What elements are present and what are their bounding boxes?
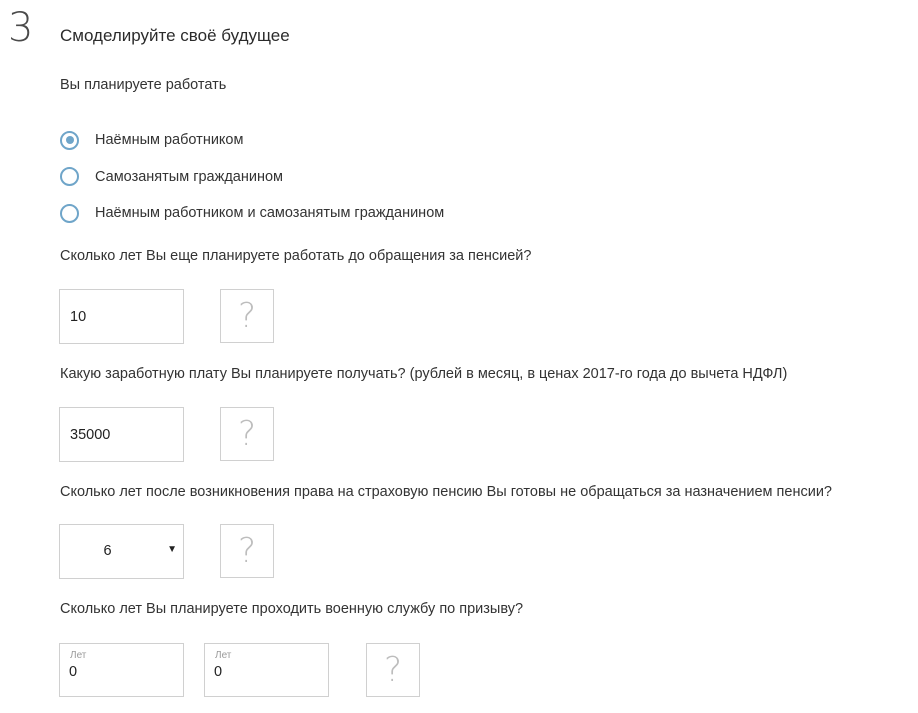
- field-label: Лет: [215, 650, 232, 661]
- radio-unchecked-icon[interactable]: [60, 204, 79, 223]
- years-to-pension-help-button[interactable]: [220, 289, 274, 343]
- deferral-select[interactable]: [59, 524, 184, 579]
- salary-input[interactable]: [59, 407, 184, 462]
- military-years-field-2[interactable]: [204, 643, 329, 697]
- question-mark-icon: ?: [237, 531, 257, 571]
- years-to-pension-input[interactable]: [59, 289, 184, 344]
- radio-label-both: Наёмным работником и самозанятым гражданином: [95, 205, 445, 222]
- deferral-question: Сколько лет после возникновения права на страховую пенсию Вы готовы не обращаться за назначением пенсии?: [60, 484, 832, 500]
- years-to-pension-question: Сколько лет Вы еще планируете работать до обращения за пенсией?: [60, 248, 532, 264]
- step-title: Смоделируйте своё будущее: [60, 26, 290, 45]
- deferral-select-value: 6: [103, 543, 112, 559]
- work-type-question: Вы планируете работать: [60, 77, 227, 93]
- military-question: Сколько лет Вы планируете проходить военную службу по призыву?: [60, 601, 524, 617]
- radio-self-employed[interactable]: [60, 159, 444, 196]
- radio-checked-icon[interactable]: [60, 131, 79, 150]
- question-mark-icon: ?: [383, 650, 403, 690]
- military-years-input-1[interactable]: [69, 664, 169, 680]
- radio-label-self-employed: Самозанятым гражданином: [95, 168, 283, 185]
- question-mark-icon: ?: [237, 296, 257, 336]
- radio-unchecked-icon[interactable]: [60, 167, 79, 186]
- chevron-down-icon: ▼: [167, 544, 177, 555]
- military-years-input-2[interactable]: [214, 664, 314, 680]
- radio-label-employee: Наёмным работником: [95, 132, 244, 149]
- step-number: 3: [8, 5, 33, 51]
- salary-question: Какую заработную плату Вы планируете получать? (рублей в месяц, в ценах 2017-го года до вычета НДФЛ): [60, 366, 788, 382]
- radio-both[interactable]: [60, 195, 444, 232]
- question-mark-icon: ?: [237, 414, 257, 454]
- deferral-help-button[interactable]: [220, 524, 274, 578]
- military-help-button[interactable]: [366, 643, 420, 697]
- salary-help-button[interactable]: [220, 407, 274, 461]
- work-type-radio-group: [60, 122, 444, 232]
- military-years-field-1[interactable]: [59, 643, 184, 697]
- radio-employee[interactable]: [60, 122, 444, 159]
- field-label: Лет: [70, 650, 87, 661]
